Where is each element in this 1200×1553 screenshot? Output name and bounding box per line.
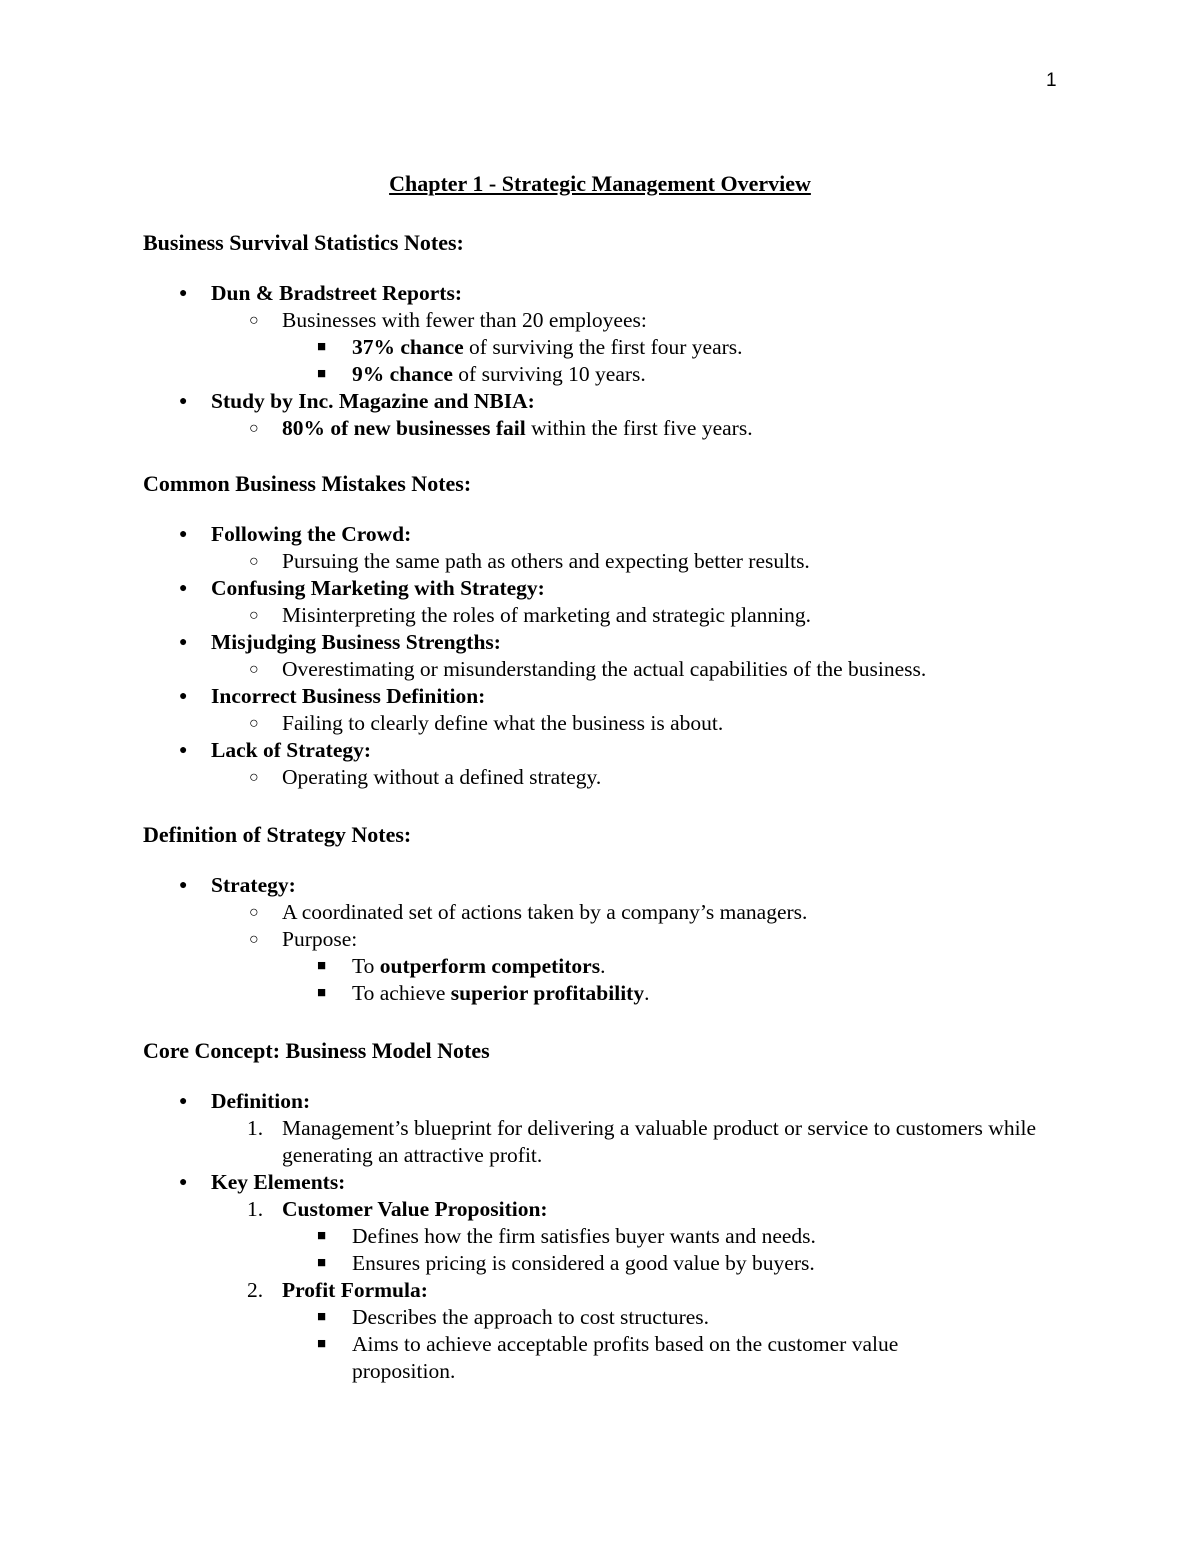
square-bullet-icon: ■ — [317, 366, 327, 382]
item-label: Misjudging Business Strengths: — [211, 630, 501, 654]
list-item — [143, 1223, 1103, 1250]
item-text: Management’s blueprint for delivering a valuable product or service to customers while generating an attractive profit. — [282, 1116, 1037, 1167]
item-label: Following the Crowd: — [211, 522, 412, 546]
item-label: Lack of Strategy: — [211, 738, 372, 762]
item-text: within the first five years. — [525, 416, 753, 440]
section-definition-of-strategy — [143, 820, 1103, 1007]
item-text: Aims to achieve acceptable profits based on the customer value proposition. — [352, 1332, 899, 1383]
square-bullet-icon: ■ — [317, 1336, 327, 1352]
section-business-model — [143, 1036, 1103, 1385]
item-text: Purpose: — [282, 927, 358, 951]
item-emphasis: 37% chance — [352, 335, 464, 359]
item-text: Defines how the firm satisfies buyer wants and needs. — [352, 1224, 816, 1248]
list-item — [143, 656, 1103, 683]
item-text: Operating without a defined strategy. — [282, 765, 602, 789]
list-item — [143, 1196, 1103, 1223]
list-item — [143, 521, 1103, 548]
list-item — [143, 280, 1103, 307]
circle-bullet-icon: ○ — [249, 769, 259, 786]
item-text: of surviving the first four years. — [463, 335, 743, 359]
bullet-icon: ● — [179, 743, 188, 758]
list-item — [143, 1250, 1103, 1277]
item-emphasis: 80% of new businesses fail — [282, 416, 526, 440]
list-item — [143, 953, 1103, 980]
section-common-mistakes — [143, 469, 1103, 791]
item-label: Customer Value Proposition: — [282, 1197, 548, 1221]
list-item — [143, 737, 1103, 764]
item-text: To achieve — [352, 981, 451, 1005]
item-text: . — [600, 954, 606, 978]
bullet-icon: ● — [179, 394, 188, 409]
item-text: Pursuing the same path as others and expecting better results. — [282, 549, 810, 573]
list-item — [143, 1169, 1103, 1196]
bullet-icon: ● — [179, 1175, 188, 1190]
square-bullet-icon: ■ — [317, 1228, 327, 1244]
list-item — [143, 1115, 1062, 1169]
list-item — [143, 602, 1103, 629]
list-item — [143, 415, 1103, 442]
list-number: 2. — [247, 1278, 264, 1302]
circle-bullet-icon: ○ — [249, 661, 259, 678]
circle-bullet-icon: ○ — [249, 715, 259, 732]
section-heading: Core Concept: Business Model Notes — [143, 1038, 490, 1063]
list-item — [143, 926, 1103, 953]
section-survival-statistics — [143, 228, 1103, 442]
bullet-icon: ● — [179, 689, 188, 704]
item-label: Profit Formula: — [282, 1278, 428, 1302]
list-number: 1. — [247, 1116, 264, 1140]
list-item — [143, 361, 1103, 388]
list-item — [143, 629, 1103, 656]
list-item — [143, 307, 1103, 334]
item-label: Study by Inc. Magazine and NBIA: — [211, 389, 535, 413]
bullet-icon: ● — [179, 1094, 188, 1109]
item-text: of surviving 10 years. — [452, 362, 646, 386]
square-bullet-icon: ■ — [317, 1309, 327, 1325]
list-item — [143, 899, 1103, 926]
list-item — [143, 683, 1103, 710]
list-item — [143, 575, 1103, 602]
list-item — [143, 334, 1103, 361]
item-text: Overestimating or misunderstanding the actual capabilities of the business. — [282, 657, 927, 681]
bullet-icon: ● — [179, 286, 188, 301]
square-bullet-icon: ■ — [317, 958, 327, 974]
section-heading: Business Survival Statistics Notes: — [143, 230, 464, 255]
item-label: Strategy: — [211, 873, 296, 897]
item-label: Confusing Marketing with Strategy: — [211, 576, 545, 600]
item-text: Describes the approach to cost structures. — [352, 1305, 710, 1329]
circle-bullet-icon: ○ — [249, 420, 259, 437]
list-item — [143, 1277, 1103, 1304]
square-bullet-icon: ■ — [317, 339, 327, 355]
item-text: . — [644, 981, 650, 1005]
list-item — [143, 980, 1103, 1007]
item-text: A coordinated set of actions taken by a company’s managers. — [282, 900, 808, 924]
circle-bullet-icon: ○ — [249, 931, 259, 948]
item-label: Definition: — [211, 1089, 311, 1113]
list-item — [143, 1331, 972, 1385]
page-number: 1 — [1046, 70, 1057, 91]
circle-bullet-icon: ○ — [249, 607, 259, 624]
item-text: To — [352, 954, 380, 978]
section-heading: Definition of Strategy Notes: — [143, 822, 412, 847]
item-text: Businesses with fewer than 20 employees: — [282, 308, 647, 332]
list-item — [143, 872, 1103, 899]
list-item — [143, 388, 1103, 415]
circle-bullet-icon: ○ — [249, 312, 259, 329]
bullet-icon: ● — [179, 527, 188, 542]
square-bullet-icon: ■ — [317, 985, 327, 1001]
list-number: 1. — [247, 1197, 264, 1221]
bullet-icon: ● — [179, 581, 188, 596]
item-text: Failing to clearly define what the business is about. — [282, 711, 724, 735]
list-item — [143, 1088, 1103, 1115]
item-text: Misinterpreting the roles of marketing and strategic planning. — [282, 603, 811, 627]
item-emphasis: superior profitability — [450, 981, 645, 1005]
bullet-icon: ● — [179, 878, 188, 893]
section-heading: Common Business Mistakes Notes: — [143, 471, 472, 496]
square-bullet-icon: ■ — [317, 1255, 327, 1271]
item-emphasis: outperform competitors — [379, 954, 601, 978]
list-item — [143, 710, 1103, 737]
circle-bullet-icon: ○ — [249, 553, 259, 570]
list-item — [143, 764, 1103, 791]
bullet-icon: ● — [179, 635, 188, 650]
item-label: Dun & Bradstreet Reports: — [211, 281, 462, 305]
item-label: Incorrect Business Definition: — [211, 684, 486, 708]
document-title: Chapter 1 - Strategic Management Overview — [389, 171, 811, 196]
list-item — [143, 548, 1103, 575]
item-label: Key Elements: — [211, 1170, 346, 1194]
circle-bullet-icon: ○ — [249, 904, 259, 921]
list-item — [143, 1304, 1103, 1331]
item-emphasis: 9% chance — [352, 362, 453, 386]
item-text: Ensures pricing is considered a good value by buyers. — [352, 1251, 815, 1275]
